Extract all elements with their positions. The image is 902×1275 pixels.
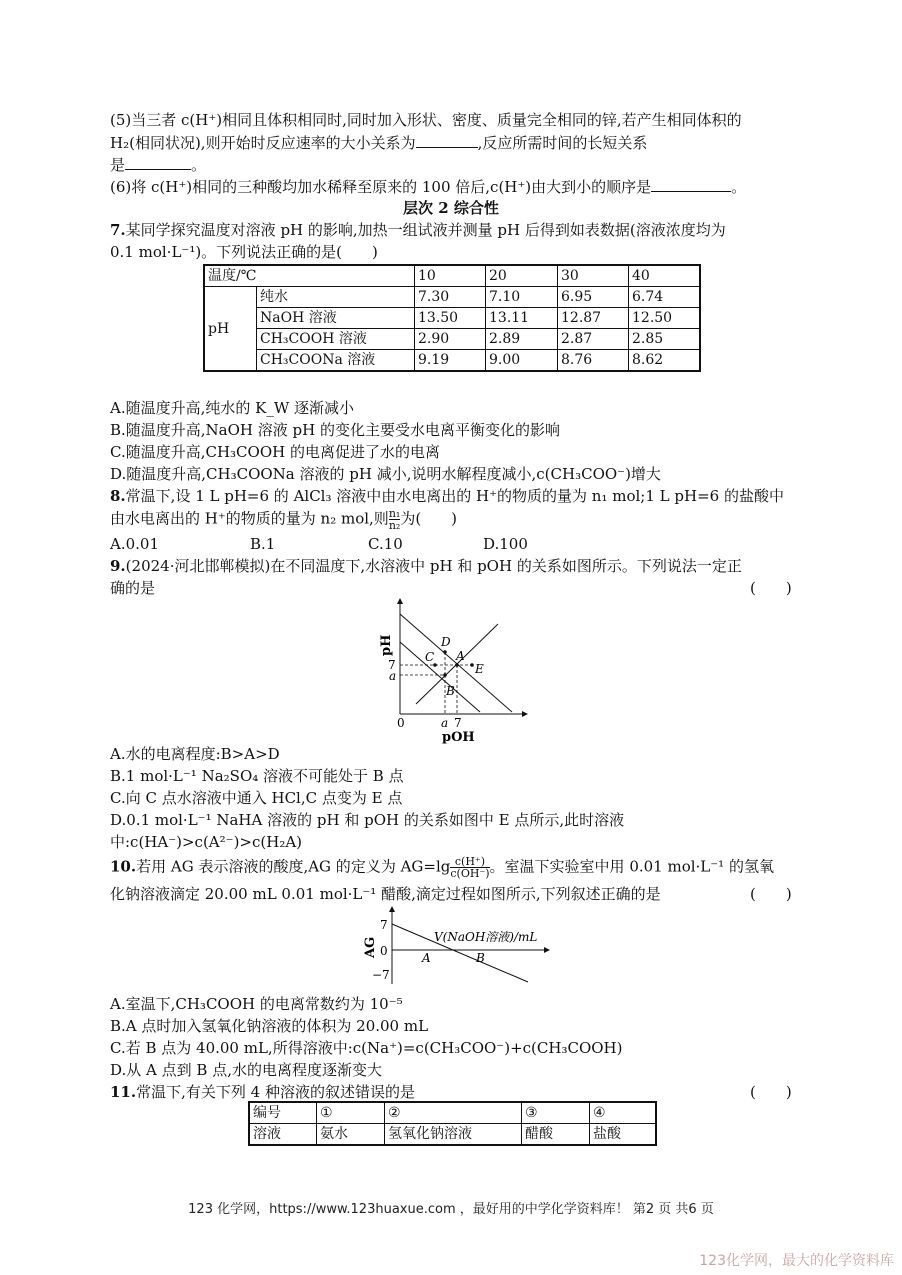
graph-point-d bbox=[443, 650, 447, 654]
q10-text1b: 。室温下实验室中用 0.01 mol·L⁻¹ 的氢氧 bbox=[489, 857, 774, 876]
q10-option-a: A.室温下,CH₃COOH 的电离常数约为 10⁻⁵ bbox=[110, 995, 403, 1013]
q6-part5-line2 bbox=[110, 132, 647, 153]
table-cell: 盐酸 bbox=[590, 1124, 657, 1146]
q7-text1: 某同学探究温度对溶液 pH 的影响,加热一组试液并测量 pH 后得到如表数据(溶液浓度均为 bbox=[125, 221, 726, 239]
table-cell: 13.50 bbox=[415, 308, 486, 329]
q9-option-a: A.水的电离程度:B>A>D bbox=[110, 745, 280, 763]
graph-label-b: B bbox=[476, 951, 485, 965]
table-cell: 氨水 bbox=[317, 1124, 385, 1146]
q8-line1 bbox=[110, 486, 784, 506]
table-cell: 7.30 bbox=[415, 287, 486, 308]
answer-blank[interactable] bbox=[125, 154, 191, 170]
q11-line1 bbox=[110, 1082, 415, 1102]
q11-answer-paren[interactable]: ( ) bbox=[750, 1083, 792, 1101]
q9-answer-paren[interactable]: ( ) bbox=[750, 579, 792, 597]
q10-number: 10. bbox=[110, 857, 137, 876]
page-footer: 123 化学网，https://www.123huaxue.com ，最好用的中学化学资料库！ 第2 页 共6 页 bbox=[188, 1202, 714, 1217]
q6-part6-text: (6)将 c(H⁺)相同的三种酸均加水稀释至原来的 100 倍后,c(H⁺)由大到小的顺序是 bbox=[110, 178, 652, 196]
q7-line2: 0.1 mol·L⁻¹)。下列说法正确的是( ) bbox=[110, 243, 378, 261]
graph-tick-top: 7 bbox=[380, 918, 388, 932]
table-row-name: NaOH 溶液 bbox=[257, 308, 415, 329]
fraction-numerator: n₁ bbox=[388, 507, 401, 520]
watermark: 123化学网，最大的化学资料库 bbox=[699, 1253, 894, 1269]
table-cell: 12.50 bbox=[629, 308, 701, 329]
table-header-temp: 20 bbox=[486, 265, 558, 287]
q6-part5-line1: (5)当三者 c(H⁺)相同且体积相同时,同时加入形状、密度、质量完全相同的锌,若产生相同体积的 bbox=[110, 111, 742, 129]
q8-text2a: 由水电离出的 H⁺的物质的量为 n₂ mol,则 bbox=[110, 509, 389, 528]
graph-label-b: B bbox=[446, 684, 455, 698]
table-cell: 2.85 bbox=[629, 329, 701, 350]
table-cell: 2.87 bbox=[558, 329, 629, 350]
graph-label-a: A bbox=[422, 951, 431, 965]
q8-fraction bbox=[389, 508, 401, 531]
q10-line1 bbox=[110, 856, 774, 879]
graph-xlabel: pOH bbox=[442, 730, 475, 744]
table-cell: 8.62 bbox=[629, 350, 701, 372]
table-header-temp: 10 bbox=[415, 265, 486, 287]
table-cell: ③ bbox=[522, 1102, 590, 1124]
q9-number: 9. bbox=[110, 557, 126, 575]
q8-text2b: 为( ) bbox=[400, 509, 458, 528]
q6-part5-line3 bbox=[110, 154, 206, 175]
q9-option-d1: D.0.1 mol·L⁻¹ NaHA 溶液的 pH 和 pOH 的关系如图中 E 点所示,此时溶液 bbox=[110, 811, 625, 829]
q7-data-table bbox=[203, 264, 701, 372]
table-header-label: 温度/℃ bbox=[204, 265, 415, 287]
q8-option-d: D.100 bbox=[483, 535, 528, 553]
q7-option-d: D.随温度升高,CH₃COONa 溶液的 pH 减小,说明水解程度减小,c(CH₃COO⁻)增大 bbox=[110, 465, 661, 483]
q8-option-c: C.10 bbox=[368, 535, 403, 553]
graph-tick-a: a bbox=[389, 669, 397, 683]
table-side-label: pH bbox=[204, 287, 257, 372]
graph-label-d: D bbox=[441, 635, 451, 649]
table-cell: ② bbox=[385, 1102, 522, 1124]
q7-number: 7. bbox=[110, 221, 126, 239]
q11-text1: 常温下,有关下列 4 种溶液的叙述错误的是 bbox=[136, 1083, 415, 1101]
q10-option-d: D.从 A 点到 B 点,水的电离程度逐渐变大 bbox=[110, 1061, 382, 1079]
q9-option-d2: 中:c(HA⁻)>c(A²⁻)>c(H₂A) bbox=[110, 833, 303, 851]
q9-line2: 确的是 bbox=[110, 579, 156, 597]
fraction-numerator: c(H⁺) bbox=[450, 856, 489, 868]
table-row-name: CH₃COONa 溶液 bbox=[257, 350, 415, 372]
q9-line1 bbox=[110, 556, 742, 576]
q9-option-b: B.1 mol·L⁻¹ Na₂SO₄ 溶液不可能处于 B 点 bbox=[110, 767, 404, 785]
table-cell: 2.90 bbox=[415, 329, 486, 350]
graph-label-e: E bbox=[475, 662, 484, 676]
graph-tick-mid: 0 bbox=[380, 944, 388, 958]
table-cell: 6.74 bbox=[629, 287, 701, 308]
table-cell: 编号 bbox=[249, 1102, 317, 1124]
q6-part6-end: 。 bbox=[731, 178, 747, 196]
table-cell: ④ bbox=[590, 1102, 657, 1124]
q7-line1 bbox=[110, 220, 726, 240]
q10-option-c: C.若 B 点为 40.00 mL,所得溶液中:c(Na⁺)=c(CH₃COO⁻)+c(CH₃COOH) bbox=[110, 1039, 623, 1057]
graph-point-e bbox=[470, 663, 474, 667]
graph-xtick-a: a bbox=[441, 716, 449, 730]
graph-ylabel: AG bbox=[363, 936, 378, 958]
q8-option-a: A.0.01 bbox=[110, 535, 159, 553]
table-header-temp: 40 bbox=[629, 265, 701, 287]
fraction-denominator: c(OH⁻) bbox=[450, 867, 490, 880]
q10-text1a: 若用 AG 表示溶液的酸度,AG 的定义为 AG=lg bbox=[136, 857, 451, 876]
q11-number: 11. bbox=[110, 1083, 137, 1101]
graph-label-a: A bbox=[456, 649, 465, 663]
graph-xtick-7: 7 bbox=[454, 716, 462, 730]
q6-part5-line2a: H₂(相同状况),则开始时反应速率的大小关系为 bbox=[110, 134, 416, 152]
table-cell: 氢氧化钠溶液 bbox=[385, 1124, 522, 1146]
table-row-name: CH₃COOH 溶液 bbox=[257, 329, 415, 350]
q10-fraction bbox=[450, 856, 489, 879]
q10-option-b: B.A 点时加入氢氧化钠溶液的体积为 20.00 mL bbox=[110, 1017, 429, 1035]
q9-ph-poh-graph bbox=[370, 594, 530, 744]
q10-line2: 化钠溶液滴定 20.00 mL 0.01 mol·L⁻¹ 醋酸,滴定过程如图所示,下列叙述正确的是 bbox=[110, 885, 661, 903]
table-cell: 7.10 bbox=[486, 287, 558, 308]
q7-option-a: A.随温度升高,纯水的 K_W 逐渐减小 bbox=[110, 399, 355, 417]
fraction-denominator: n₂ bbox=[388, 519, 401, 532]
table-cell: 13.11 bbox=[486, 308, 558, 329]
q8-number: 8. bbox=[110, 487, 126, 505]
table-header-temp: 30 bbox=[558, 265, 629, 287]
table-cell: 8.76 bbox=[558, 350, 629, 372]
graph-tick-7: 7 bbox=[388, 658, 396, 672]
table-cell: 9.19 bbox=[415, 350, 486, 372]
table-cell: 12.87 bbox=[558, 308, 629, 329]
q8-option-b: B.1 bbox=[250, 535, 276, 553]
q6-part6-line bbox=[110, 176, 746, 197]
q9-option-c: C.向 C 点水溶液中通入 HCl,C 点变为 E 点 bbox=[110, 789, 403, 807]
table-cell: ① bbox=[317, 1102, 385, 1124]
q7-option-c: C.随温度升高,CH₃COOH 的电离促进了水的电离 bbox=[110, 443, 440, 461]
table-cell: 9.00 bbox=[486, 350, 558, 372]
q10-ag-graph bbox=[352, 906, 552, 988]
q6-part5-line2b: ,反应所需时间的长短关系 bbox=[477, 134, 648, 152]
graph-xlabel: V(NaOH溶液)/mL bbox=[434, 930, 538, 944]
answer-blank[interactable] bbox=[416, 132, 478, 148]
q11-table bbox=[248, 1101, 657, 1146]
table-cell: 2.89 bbox=[486, 329, 558, 350]
graph-origin: 0 bbox=[397, 716, 405, 730]
q8-text1: 常温下,设 1 L pH=6 的 AlCl₃ 溶液中由水电离出的 H⁺的物质的量为 n₁ mol;1 L pH=6 的盐酸中 bbox=[125, 487, 784, 505]
q6-part5-line3a: 是 bbox=[110, 156, 126, 174]
q9-text1: (2024·河北邯郸模拟)在不同温度下,水溶液中 pH 和 pOH 的关系如图所示。下列说法一定正 bbox=[125, 557, 742, 575]
q8-line2 bbox=[110, 508, 457, 531]
table-cell: 醋酸 bbox=[522, 1124, 590, 1146]
q10-answer-paren[interactable]: ( ) bbox=[750, 885, 792, 903]
graph-point-a bbox=[455, 663, 459, 667]
table-cell: 6.95 bbox=[558, 287, 629, 308]
q6-part5-line3b: 。 bbox=[191, 156, 207, 174]
answer-blank[interactable] bbox=[651, 176, 731, 192]
graph-ylabel: pH bbox=[379, 634, 394, 656]
graph-label-c: C bbox=[425, 650, 435, 664]
table-cell: 溶液 bbox=[249, 1124, 317, 1146]
graph-point-b bbox=[443, 673, 447, 677]
graph-tick-bot: −7 bbox=[372, 968, 390, 982]
section-title: 层次 2 综合性 bbox=[403, 199, 499, 217]
q7-option-b: B.随温度升高,NaOH 溶液 pH 的变化主要受水电离平衡变化的影响 bbox=[110, 421, 560, 439]
table-row-name: 纯水 bbox=[257, 287, 415, 308]
